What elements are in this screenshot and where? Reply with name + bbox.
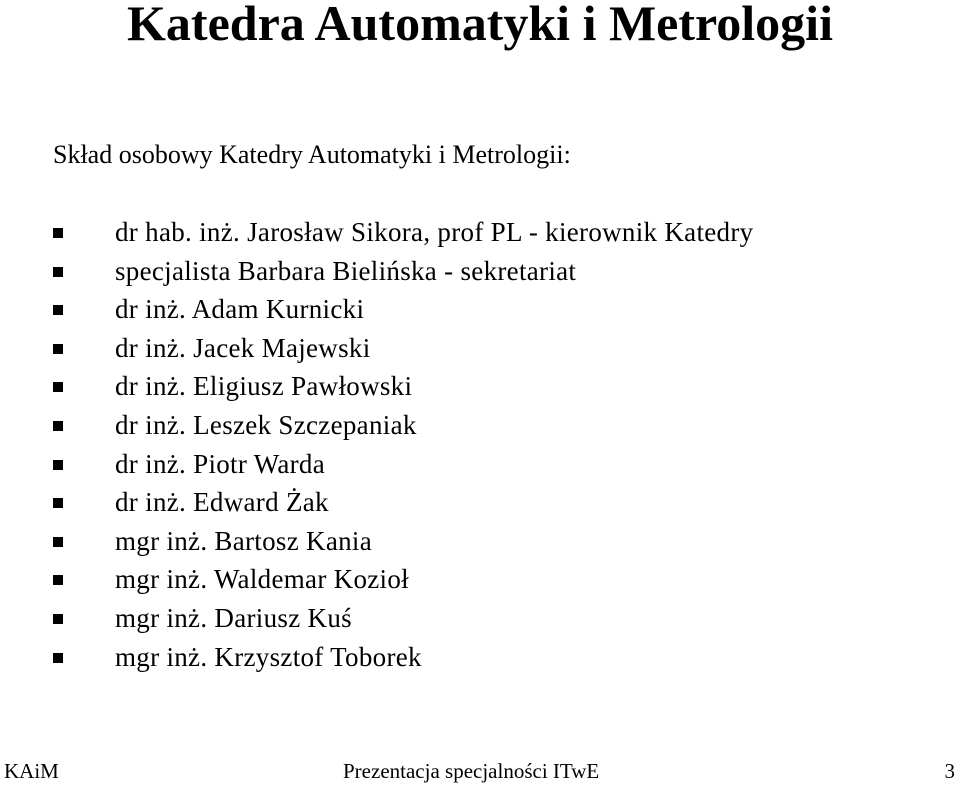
staff-member: dr inż. Leszek Szczepaniak <box>115 409 417 440</box>
square-bullet-icon <box>53 421 63 431</box>
staff-member: dr inż. Jacek Majewski <box>115 332 371 363</box>
square-bullet-icon <box>53 460 63 470</box>
staff-member: mgr inż. Krzysztof Toborek <box>115 641 422 672</box>
square-bullet-icon <box>53 344 63 354</box>
footer-department: KAiM <box>4 759 59 783</box>
staff-member: dr hab. inż. Jarosław Sikora, prof PL - kierownik Katedry <box>115 217 754 247</box>
square-bullet-icon <box>53 382 63 392</box>
staff-member: dr inż. Eligiusz Pawłowski <box>115 371 413 402</box>
staff-member: dr inż. Edward Żak <box>115 487 329 518</box>
footer-page-number: 3 <box>944 759 955 783</box>
footer-presentation-title: Prezentacja specjalności ITwE <box>343 759 600 783</box>
slide-footer <box>0 757 960 785</box>
square-bullet-icon <box>53 305 63 315</box>
square-bullet-icon <box>53 575 63 585</box>
slide-title: Katedra Automatyki i Metrologii <box>127 0 833 51</box>
square-bullet-icon <box>53 228 63 238</box>
staff-member: specjalista Barbara Bielińska - sekretariat <box>115 255 577 286</box>
staff-member: mgr inż. Dariusz Kuś <box>115 602 352 633</box>
square-bullet-icon <box>53 537 63 547</box>
staff-member: dr inż. Adam Kurnicki <box>115 294 365 325</box>
staff-member: dr inż. Piotr Warda <box>115 448 325 479</box>
square-bullet-icon <box>53 653 63 663</box>
staff-member: mgr inż. Bartosz Kania <box>115 525 373 556</box>
square-bullet-icon <box>53 614 63 624</box>
slide-subtitle: Skład osobowy Katedry Automatyki i Metrologii: <box>53 140 571 169</box>
square-bullet-icon <box>53 498 63 508</box>
staff-member: mgr inż. Waldemar Kozioł <box>115 564 409 595</box>
square-bullet-icon <box>53 267 63 277</box>
